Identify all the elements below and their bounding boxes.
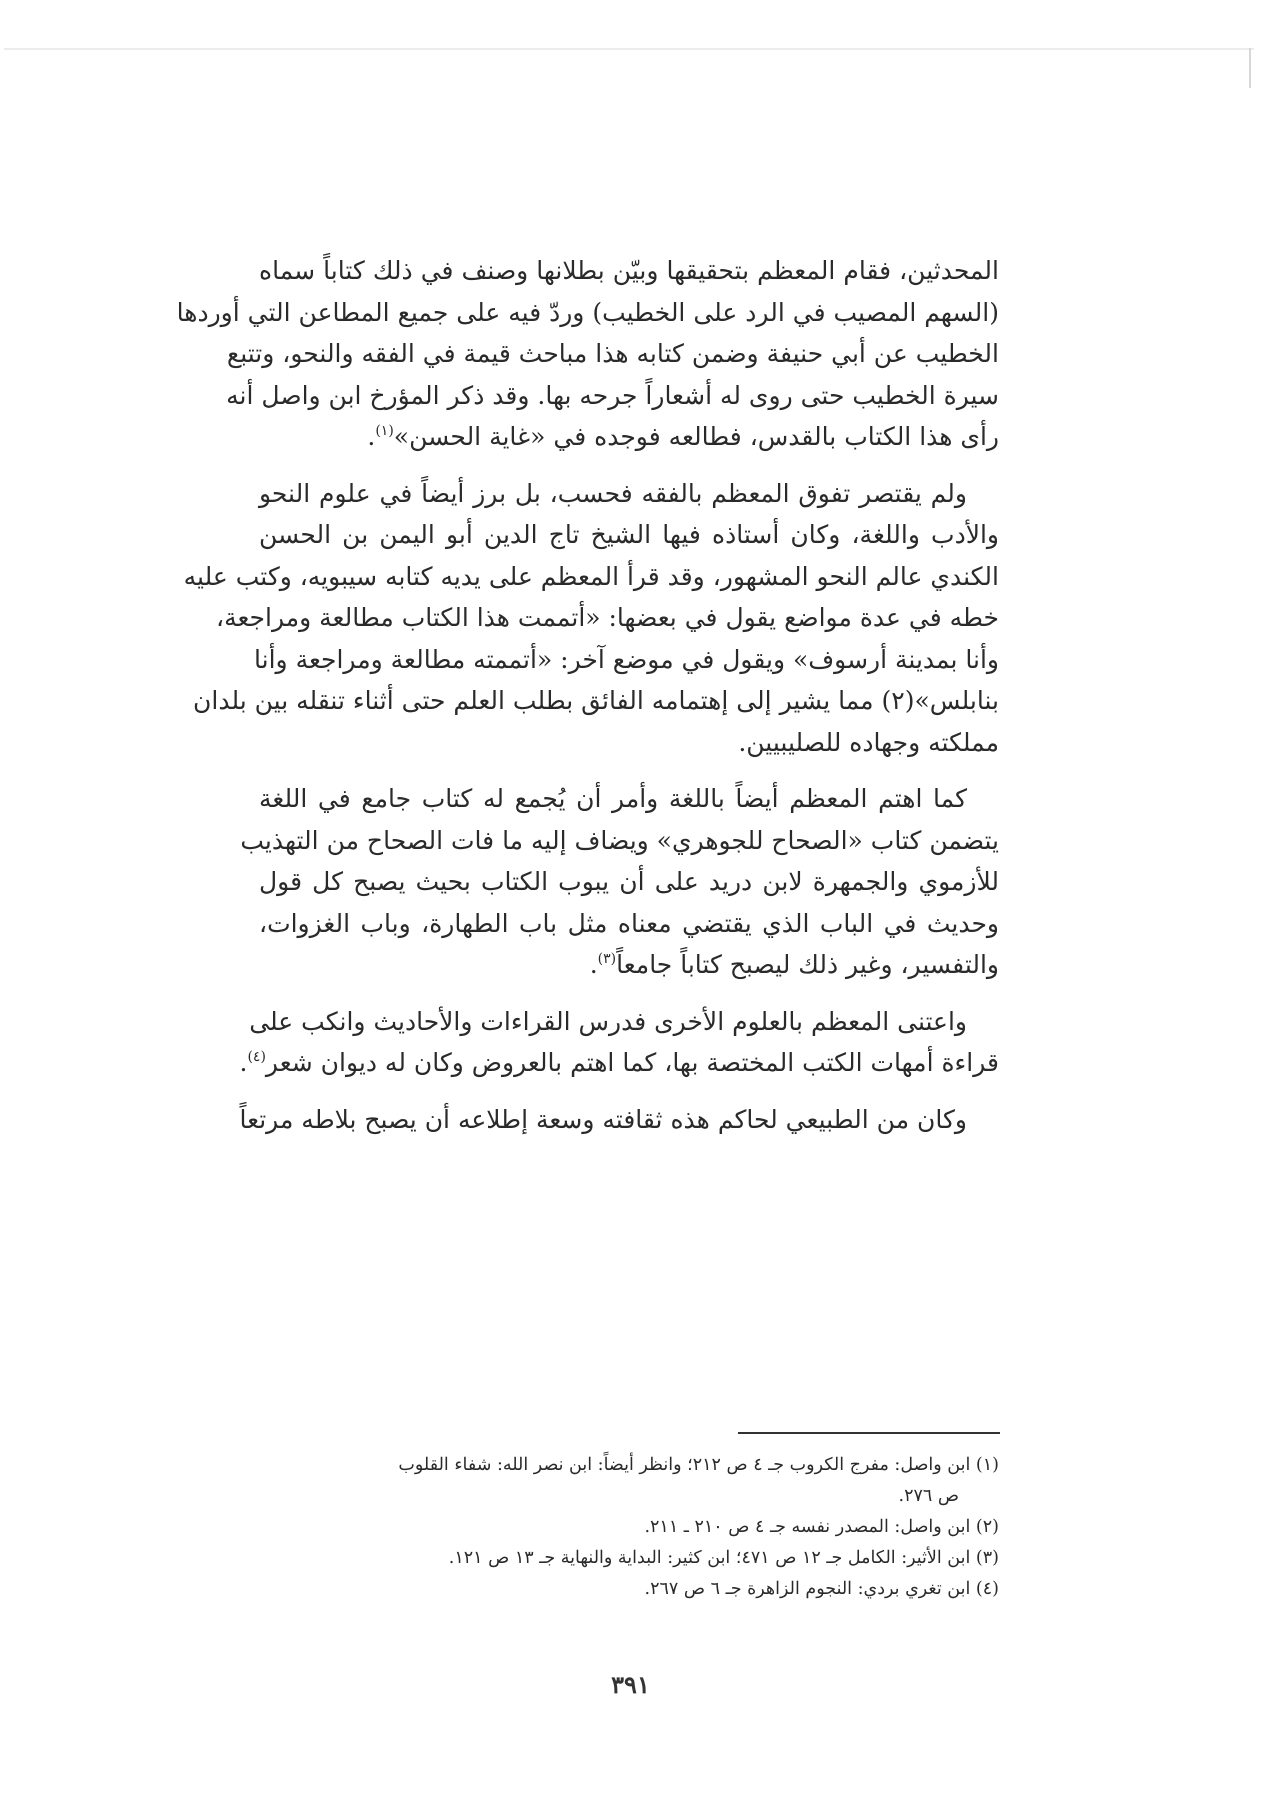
text-line: والأدب واللغة، وكان أستاذه فيها الشيخ تاج الدين أبو اليمن بن الحسن (259, 520, 999, 549)
text-line: الخطيب عن أبي حنيفة وضمن كتابه هذا مباحث قيمة في الفقه والنحو، وتتبع (226, 339, 999, 368)
text-line (259, 416, 999, 458)
text-line: كما اهتم المعظم أيضاً باللغة وأمر أن يُجمع له كتاب جامع في اللغة (259, 784, 967, 813)
text-line: وحديث في الباب الذي يقتضي معناه مثل باب الطهارة، وباب الغزوات، (259, 908, 999, 938)
text-line-end: . (589, 950, 598, 979)
paragraph (240, 778, 999, 986)
footnote-1: (١) ابن واصل: مفرج الكروب جـ ٤ ص ٢١٢؛ وانظر أيضاً: ابن نصر الله: شفاء القلوب (398, 1455, 999, 1475)
main-text (176, 250, 999, 1140)
text-line (259, 944, 999, 986)
text-line: وأنا بمدينة أرسوف» ويقول في موضع آخر: «أتممته مطالعة ومراجعة وأنا (254, 644, 999, 674)
paragraph (239, 1001, 999, 1084)
text-line: سيرة الخطيب حتى روى له أشعاراً جرحه بها. وقد ذكر المؤرخ ابن واصل أنه (226, 380, 999, 410)
text-line-content: والتفسير، وغير ذلك ليصبح كتاباً جامعاً (616, 950, 999, 979)
text-line: مملكته وجهاده للصليبيين. (738, 727, 999, 757)
footnote-1-continuation: ص ٢٧٦. (898, 1486, 959, 1506)
footnote-separator (738, 1432, 1000, 1434)
text-line: المحدثين، فقام المعظم بتحقيقها وبيّن بطلانها وصنف في ذلك كتاباً سماه (259, 256, 999, 285)
footnote-reference[interactable]: (٣) (597, 951, 617, 967)
page-number: ٣٩١ (611, 1670, 650, 1699)
footnotes (259, 1450, 999, 1605)
text-line: يتضمن كتاب «الصحاح للجوهري» ويضاف إليه ما فات الصحاح من التهذيب (240, 825, 999, 855)
paragraph (176, 250, 999, 458)
text-line: الكندي عالم النحو المشهور، وقد قرأ المعظم على يديه كتابه سيبويه، وكتب عليه (183, 561, 999, 591)
footnote-3: (٣) ابن الأثير: الكامل جـ ١٢ ص ٤٧١؛ ابن كثير: البداية والنهاية جـ ١٣ ص ١٢١. (448, 1548, 999, 1568)
footnote-4: (٤) ابن تغري بردي: النجوم الزاهرة جـ ٦ ص ٢٦٧. (644, 1579, 999, 1599)
text-line: خطه في عدة مواضع يقول في بعضها: «أتممت هذا الكتاب مطالعة ومراجعة، (216, 603, 999, 632)
text-line-end: . (239, 1048, 248, 1077)
text-line: وكان من الطبيعي لحاكم هذه ثقافته وسعة إطلاعه أن يصبح بلاطه مرتعاً (239, 1104, 967, 1134)
text-line (239, 1042, 999, 1084)
text-line-end: . (367, 422, 376, 451)
footnote-reference[interactable]: (١) (375, 423, 394, 439)
scan-page-edge-right (1249, 48, 1251, 88)
footnote-2: (٢) ابن واصل: المصدر نفسه جـ ٤ ص ٢١٠ ـ ٢١١. (644, 1517, 999, 1537)
text-line-content: رأى هذا الكتاب بالقدس، فطالعه فوجده في «غاية الحسن» (393, 422, 999, 451)
scan-page-edge (4, 48, 1254, 50)
paragraph (183, 473, 999, 764)
text-line: للأزموي والجمهرة لابن دريد على أن يبوب الكتاب بحيث يصبح كل قول (259, 867, 999, 896)
text-line: بنابلس»(٢) مما يشير إلى إهتمامه الفائق بطلب العلم حتى أثناء تنقله بين بلدان (193, 686, 999, 715)
text-line-content: قراءة أمهات الكتب المختصة بها، كما اهتم بالعروض وكان له ديوان شعر (265, 1048, 999, 1077)
text-line: واعتنى المعظم بالعلوم الأخرى فدرس القراءات والأحاديث وانكب على (249, 1006, 967, 1036)
paragraph (239, 1099, 999, 1141)
footnote-reference[interactable]: (٤) (247, 1049, 266, 1065)
text-line: ولم يقتصر تفوق المعظم بالفقه فحسب، بل برز أيضاً في علوم النحو (259, 478, 967, 508)
text-line: (السهم المصيب في الرد على الخطيب) وردّ فيه على جميع المطاعن التي أوردها (176, 297, 999, 327)
